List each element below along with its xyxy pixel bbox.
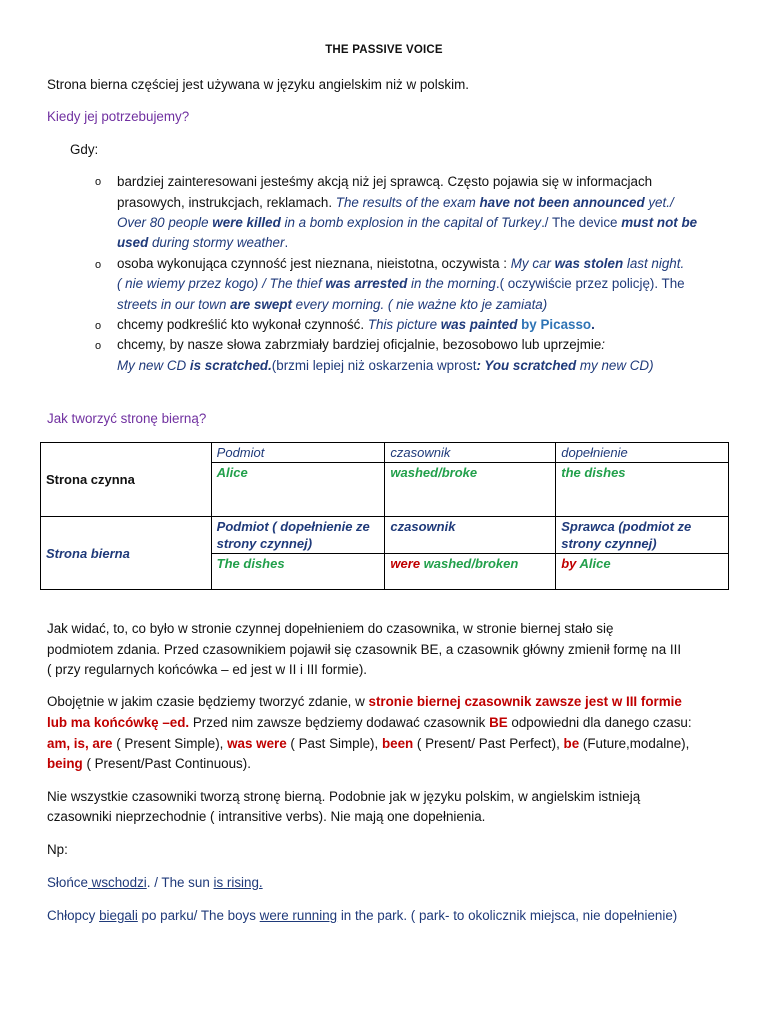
bullet-3-line-1: [117, 317, 595, 332]
np-label: Np:: [47, 842, 68, 857]
cell-active-subject: Alice: [211, 463, 385, 517]
bullet-2-line-2: [117, 276, 685, 291]
example: during stormy weather: [148, 235, 285, 250]
para-1-line-3: ( przy regularnych końcówka – ed jest w II i III formie).: [47, 662, 368, 677]
bullet-marker: o: [95, 259, 102, 271]
highlight: lub ma końcówkę –ed.: [47, 715, 190, 730]
example: .( oczywiście przez policję). The: [495, 276, 685, 291]
page-title: THE PASSIVE VOICE: [325, 44, 443, 56]
example: Over 80 people: [117, 215, 213, 230]
example: : You scratched: [476, 358, 577, 373]
header-verb: czasownik: [385, 443, 556, 463]
bullet-marker: o: [95, 320, 102, 332]
text: ( Present Simple),: [112, 736, 228, 751]
text: ( Past Simple),: [286, 736, 382, 751]
text: Słońce: [47, 875, 88, 890]
heading-kiedy: Kiedy jej potrzebujemy?: [47, 109, 190, 124]
text: chcemy podkreślić kto wykonał czynność.: [117, 317, 368, 332]
bullet-4-line-2: [117, 358, 654, 373]
intro-text: Strona bierna częściej jest używana w języku angielskim niż w polskim.: [47, 77, 469, 92]
bullet-1-line-1: bardziej zainteresowani jesteśmy akcją niż jej sprawcą. Często pojawia się w informacjach: [117, 174, 653, 189]
highlight: be: [563, 736, 580, 751]
passive-verb: used: [117, 235, 149, 250]
text: osoba wykonująca czynność jest nieznana, nieistotna, oczywista :: [117, 256, 511, 271]
text: in the park. ( park- to okolicznik miejsca, nie dopełnienie): [337, 908, 678, 923]
example: my new CD): [576, 358, 654, 373]
bullet-1-line-3: [117, 215, 697, 230]
past-participle: washed/broken: [420, 556, 519, 571]
header-passive-verb: czasownik: [385, 517, 556, 554]
text: (Future,modalne),: [579, 736, 690, 751]
cell-passive-agent: [556, 554, 729, 590]
agent: by Picasso: [517, 317, 592, 332]
para-2-line-1: [47, 694, 682, 709]
header-object: dopełnienie: [556, 443, 729, 463]
para-1-line-1: Jak widać, to, co było w stronie czynnej dopełnieniem do czasownika, w stronie biernej stało się: [47, 621, 614, 636]
text: po parku/ The boys: [137, 908, 260, 923]
agent-name: Alice: [576, 556, 611, 571]
passive-verb: have not been announced: [479, 195, 645, 210]
highlight: stronie biernej czasownik zawsze jest w III formie: [368, 694, 682, 709]
text: Chłopcy: [47, 908, 100, 923]
example: .: [284, 235, 289, 250]
passive-verb: was painted: [440, 317, 518, 332]
bullet-marker: o: [95, 340, 102, 352]
cell-passive-subject: The dishes: [211, 554, 385, 590]
cell-passive-verb: [385, 554, 556, 590]
cell-active-object: the dishes: [556, 463, 729, 517]
underlined-verb: wschodzi: [87, 875, 147, 890]
text: . / The sun: [146, 875, 214, 890]
example: in the morning: [407, 276, 496, 291]
text: :: [601, 337, 606, 352]
para-2-line-3: [47, 736, 689, 751]
text: prasowych, instrukcjach, reklamach.: [117, 195, 336, 210]
example: .: [591, 317, 595, 332]
highlight: BE: [489, 715, 508, 730]
highlight: was were: [227, 736, 287, 751]
text: Obojętnie w jakim czasie będziemy tworzyć zdanie, w: [47, 694, 369, 709]
bullet-1-line-4: [117, 235, 288, 250]
highlight: being: [47, 756, 83, 771]
example: in a bomb explosion in the capital of Turkey: [280, 215, 542, 230]
header-subject: Podmiot: [211, 443, 385, 463]
example: The results of the exam: [335, 195, 480, 210]
text: Przed nim zawsze będziemy dodawać czasownik: [189, 715, 490, 730]
para-3-line-1: Nie wszystkie czasowniki tworzą stronę bierną. Podobnie jak w języku polskim, w angielskim istnieją: [47, 789, 641, 804]
header-passive-agent: Sprawca (podmiot ze strony czynnej): [556, 517, 729, 554]
underlined-verb: is rising.: [213, 875, 263, 890]
example: This picture: [367, 317, 441, 332]
example: ./ The device: [541, 215, 622, 230]
example: last night.: [623, 256, 685, 271]
header-passive-subject: Podmiot ( dopełnienie ze strony czynnej): [211, 517, 385, 554]
text: ( Present/ Past Perfect),: [413, 736, 564, 751]
comparison-table: [40, 442, 729, 590]
example: every morning. ( nie ważne kto je zamiata): [291, 297, 548, 312]
passive-verb: are swept: [230, 297, 292, 312]
example: yet./: [644, 195, 674, 210]
bullet-2-line-1: [117, 256, 684, 271]
example: (brzmi lepiej niż oskarzenia wprost: [271, 358, 477, 373]
bullet-2-line-3: [117, 297, 547, 312]
para-3-line-2: czasowniki nieprzechodnie ( intransitive verbs). Nie mają one dopełnienia.: [47, 809, 486, 824]
be-auxiliary: were: [390, 556, 421, 571]
text: ( Present/Past Continuous).: [82, 756, 251, 771]
cell-active-verb: washed/broke: [385, 463, 556, 517]
example-1: [47, 875, 263, 890]
para-1-line-2: podmiotem zdania. Przed czasownikiem pojawił się czasownik BE, a czasownik główny zmienił formę na III: [47, 642, 682, 657]
underlined-verb: were running: [259, 908, 338, 923]
example: streets in our town: [117, 297, 231, 312]
text: odpowiedni dla danego czasu:: [507, 715, 692, 730]
row-label-passive: Strona bierna: [41, 517, 212, 590]
row-label-active: Strona czynna: [41, 443, 212, 517]
highlight: am, is, are: [47, 736, 113, 751]
passive-verb: was stolen: [554, 256, 624, 271]
passive-verb: is scratched.: [189, 358, 272, 373]
passive-verb: were killed: [212, 215, 281, 230]
highlight: been: [381, 736, 414, 751]
para-2-line-4: [47, 756, 251, 771]
heading-jak-tworzyc: Jak tworzyć stronę bierną?: [47, 411, 207, 426]
example-2: [47, 908, 677, 923]
passive-verb: must not be: [621, 215, 698, 230]
para-2-line-2: [47, 715, 692, 730]
bullet-1-line-2: [117, 195, 674, 210]
by-word: by: [561, 556, 577, 571]
example: ( nie wiemy przez kogo) / The thief: [117, 276, 326, 291]
text: chcemy, by nasze słowa zabrzmiały bardziej oficjalnie, bezosobowo lub uprzejmie: [117, 337, 602, 352]
example: My new CD: [117, 358, 190, 373]
bullet-4-line-1: [117, 337, 605, 352]
example: My car: [510, 256, 555, 271]
underlined-verb: biegali: [99, 908, 138, 923]
gdy-label: Gdy:: [70, 142, 99, 157]
bullet-marker: o: [95, 176, 102, 188]
passive-verb: was arrested: [325, 276, 408, 291]
